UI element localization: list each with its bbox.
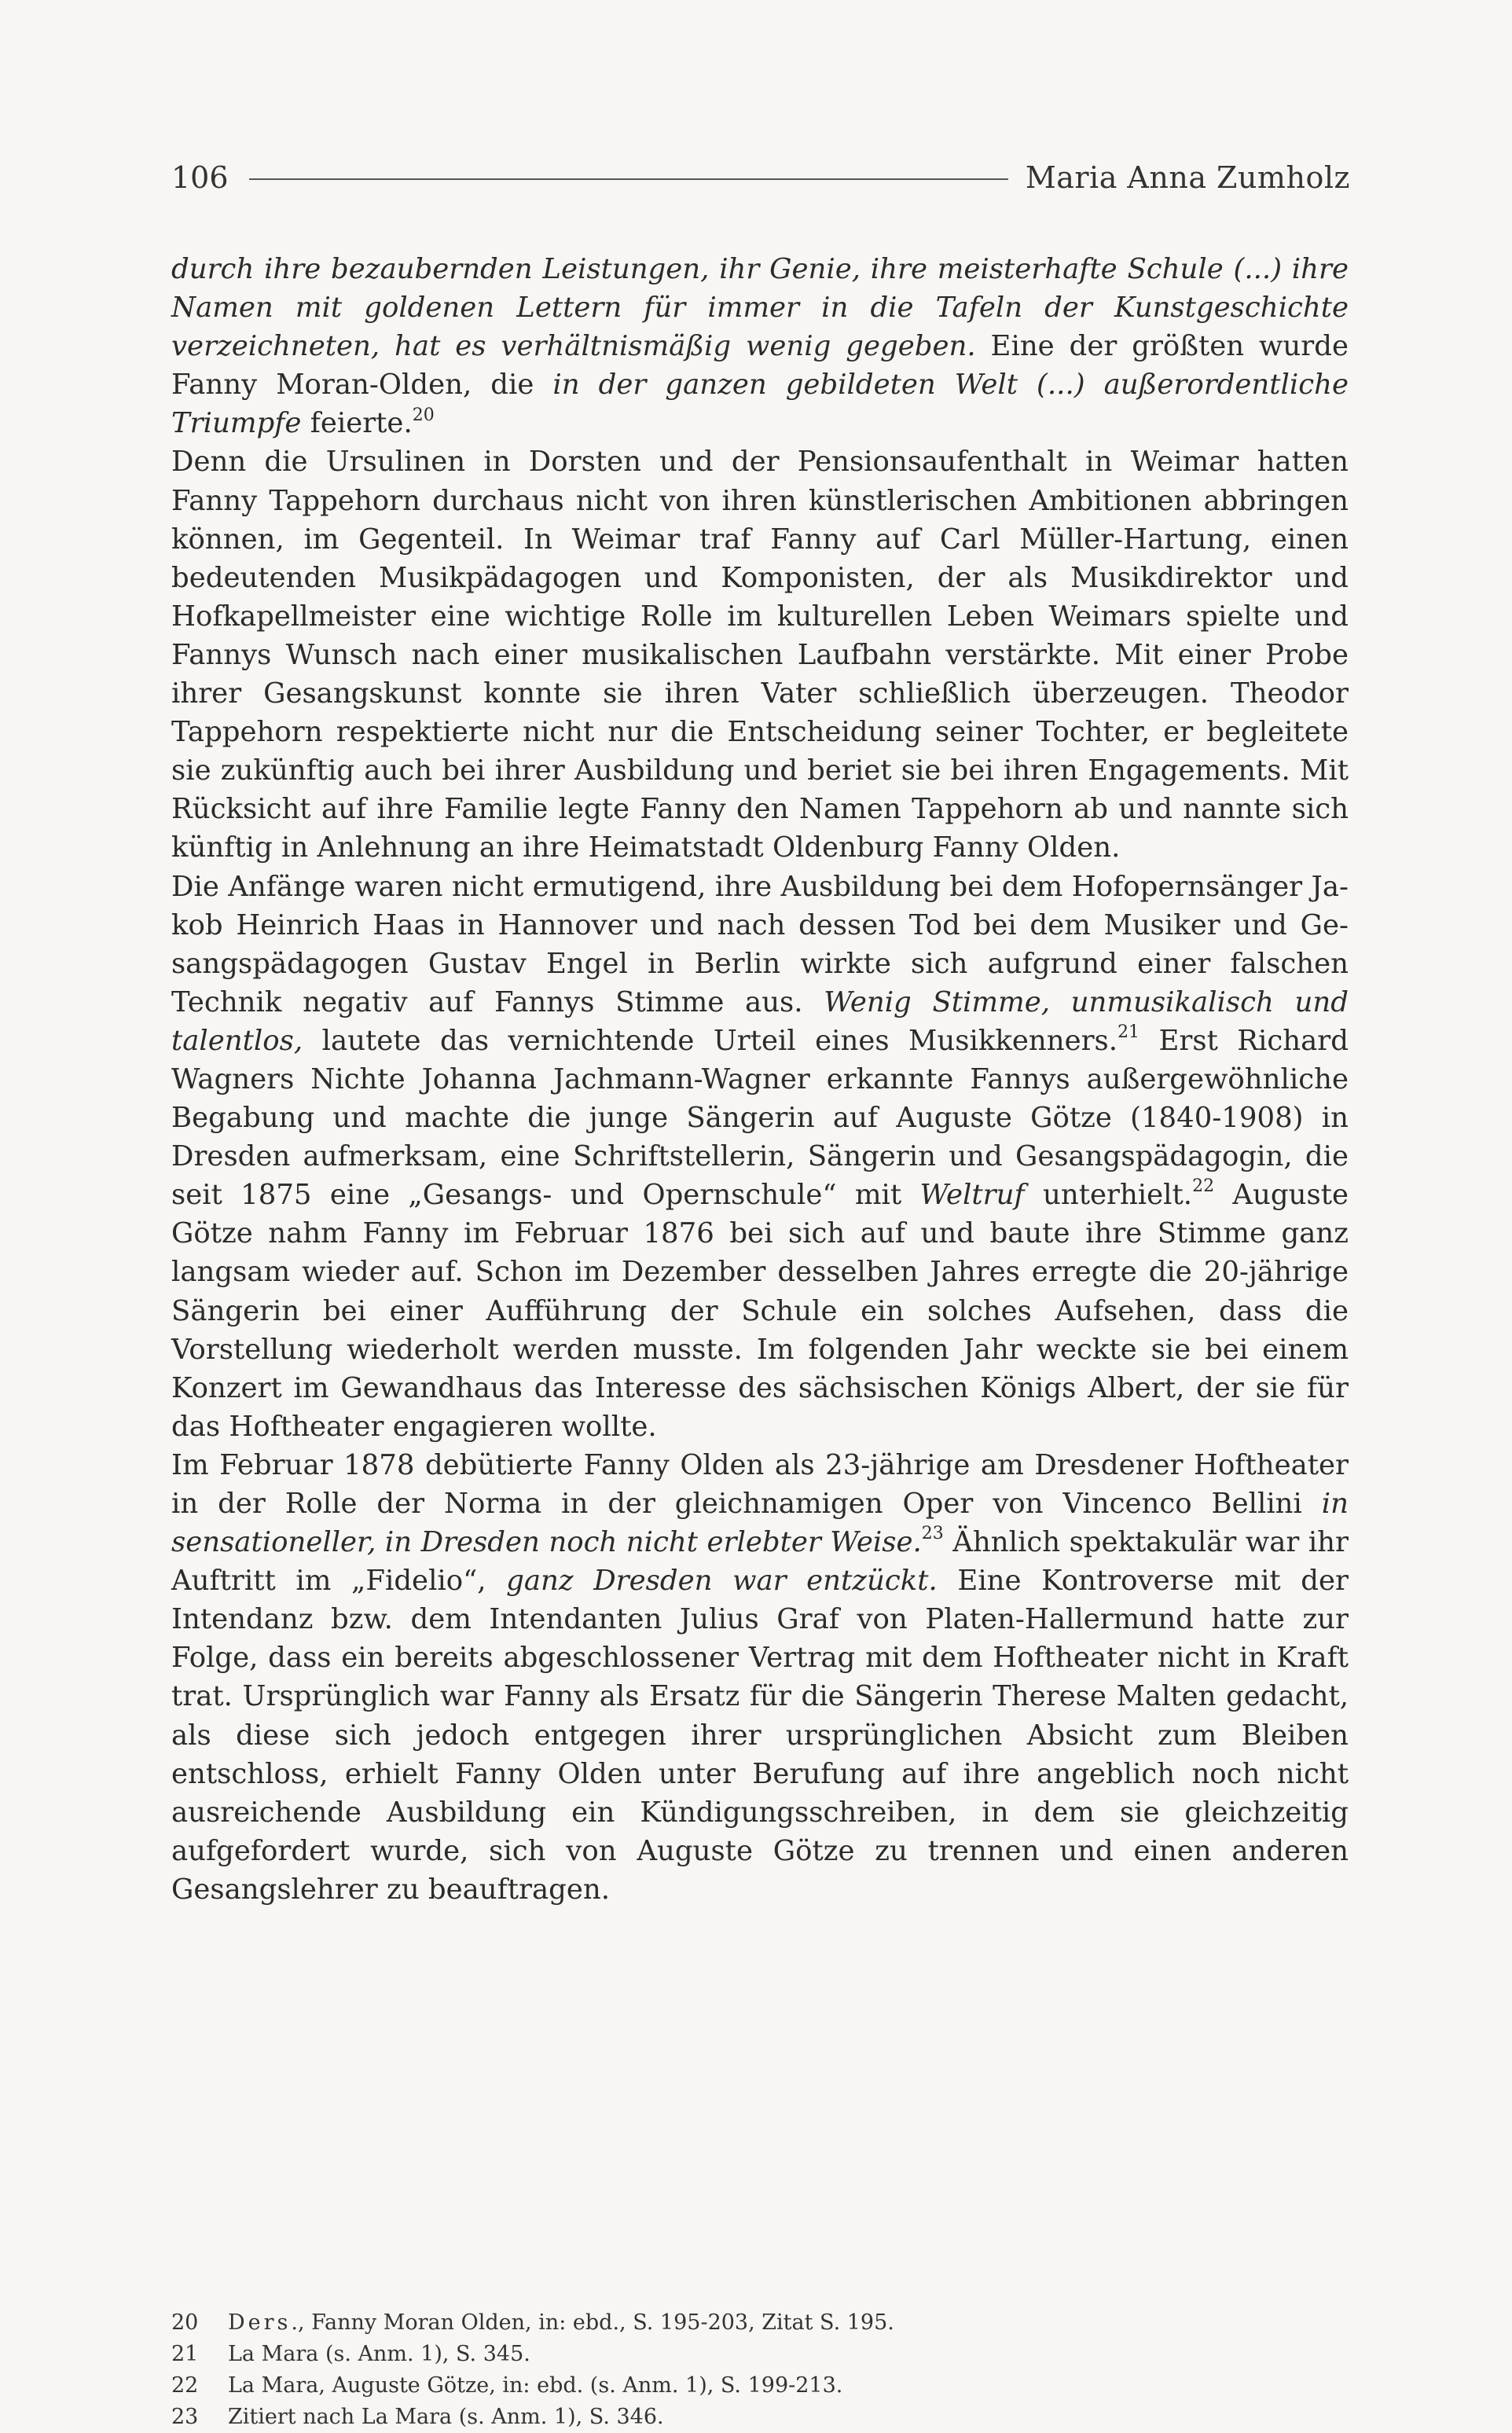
text-run: Eine der größten wurde Fanny Moran-Olden, die — [171, 330, 1349, 402]
paragraph-1 — [171, 250, 1349, 442]
running-header — [171, 156, 1350, 200]
footnote-ref-23[interactable]: 23 — [921, 1524, 944, 1544]
footnote-text: Zitiert nach La Mara (s. Anm. 1), S. 346. — [228, 2405, 664, 2429]
text-run: feierte. — [301, 407, 413, 440]
text-run: Die Anfänge waren nicht ermutigend, ihre Ausbildung bei dem Hofopernsänger Jakob Heinrich Haas in Hannover und nach dessen Tod bei dem Musiker und Gesangspädagogen Gustav Engel in Berlin wirkte sich aufgrund einer falschen Technik negativ auf Fannys Stimme aus. — [171, 870, 1349, 1018]
footnote-20 — [171, 2307, 1272, 2339]
footnote-ref-21[interactable]: 21 — [1117, 1022, 1140, 1043]
footnote-number: 20 — [171, 2310, 199, 2335]
footnote-ref-20[interactable]: 20 — [412, 405, 435, 425]
footnote-author-spaced: Ders — [228, 2310, 292, 2335]
quote-italic: ganz Dresden war entzückt. — [506, 1565, 938, 1598]
footnote-21 — [171, 2339, 1272, 2370]
quote-italic: in der ganzen gebildeten Welt (...) außerordentliche Triumpfe — [171, 369, 1349, 440]
paragraph-3 — [171, 868, 1349, 1446]
footnote-text: La Mara (s. Anm. 1), S. 345. — [228, 2342, 530, 2366]
paragraph-2: Denn die Ursulinen in Dorsten und der Pensionsaufenthalt in Weimar hatten Fanny Tappehorn durchaus nicht von ihren künstlerischen Ambitionen abbringen können, im Gegenteil. In Weimar traf Fanny auf Carl Müller-Hartung, einen bedeutenden Musikpädagogen und Komponisten, der als Musikdirektor und Hofkapellmeister eine wichtige Rolle im kulturellen Leben Weimars spielte und Fannys Wunsch nach einer musikalischen Laufbahn verstärkte. Mit einer Probe ihrer Gesangskunst konnte sie ihren Vater schließlich überzeugen. Theodor Tappehorn respektierte nicht nur die Entscheidung seiner Tochter, er begleitete sie zukünftig auch bei ihrer Ausbildung und beriet sie bei ihren Engagements. Mit Rücksicht auf ihre Familie legte Fanny den Namen Tappehorn ab und nannte sich künftig in Anlehnung an ihre Heimatstadt Oldenburg Fanny Olden. — [171, 446, 1349, 864]
footnote-text — [228, 2307, 894, 2339]
footnote-text-run: ., Fanny Moran Olden, in: ebd., S. 195-203, Zitat S. 195. — [291, 2310, 894, 2335]
footnote-22 — [171, 2370, 1272, 2402]
quote-italic: Weltruf — [919, 1179, 1025, 1212]
running-head-author: Maria Anna Zumholz — [1025, 160, 1350, 195]
quote-italic: Wenig Stimme, unmusikalisch und talentlos, — [171, 985, 1349, 1057]
text-run: Eine Kontroverse mit der Intendanz bzw. dem Intendanten Julius Graf von Platen-Hallermund hatte zur Folge, dass ein bereits abgeschlossener Vertrag mit dem Hoftheater nicht in Kraft trat. Ursprünglich war Fanny als Ersatz für die Sängerin Therese Malten gedacht, als diese sich jedoch entgegen ihrer ursprünglichen Absicht zum Bleiben entschloss, erhielt Fanny Olden unter Berufung auf ihre angeblich noch nicht ausreichende Ausbildung ein Kündigungsschreiben, in dem sie gleichzeitig aufgefordert wurde, sich von Auguste Götze zu trennen und einen anderen Gesangslehrer zu beauftragen. — [171, 1565, 1349, 1906]
footnote-ref-22[interactable]: 22 — [1192, 1176, 1215, 1197]
footnote-number: 22 — [171, 2373, 199, 2398]
footnotes — [171, 2307, 1272, 2433]
text-run: Im Februar 1878 debütierte Fanny Olden als 23-jährige am Dresdener Hoftheater in der Rolle der Norma in der gleichnamigen Oper von Vincenco Bellini — [171, 1448, 1349, 1520]
text-run: lautete das vernichtende Urteil eines Musikkenners. — [303, 1024, 1118, 1057]
page-number: 106 — [171, 160, 229, 195]
footnote-23 — [171, 2402, 1272, 2433]
header-rule — [249, 178, 1008, 180]
text-run: Ähnlich spektakulär war ihr Auftritt im „Fidelio“, — [171, 1526, 1349, 1598]
footnote-number: 21 — [171, 2342, 199, 2366]
main-text — [171, 250, 1349, 1909]
quote-italic: durch ihre bezaubernden Leistungen, ihr Genie, ihre meisterhafte Schule (...) ihre Namen mit goldenen Lettern für immer in die Tafeln der Kunstgeschichte verzeichneten, hat es verhältnismäßig wenig gegeben. — [171, 253, 1349, 363]
text-run: Erst Richard Wagners Nichte Johanna Jachmann-Wagner erkannte Fannys außergewöhnliche Begabung und machte die junge Sängerin auf Auguste Götze (1840-1908) in Dresden aufmerksam, eine Schriftstellerin, Sängerin und Gesangspädagogin, die seit 1875 eine „Gesangs- und Opernschule“ mit — [171, 1024, 1349, 1212]
paragraph-4 — [171, 1446, 1349, 1909]
text-run: unterhielt. — [1024, 1179, 1193, 1212]
quote-italic: in sensationeller, in Dresden noch nicht erlebter Weise. — [171, 1488, 1349, 1559]
footnote-number: 23 — [171, 2405, 199, 2429]
footnote-text: La Mara, Auguste Götze, in: ebd. (s. Anm. 1), S. 199-213. — [228, 2373, 843, 2398]
text-run: Auguste Götze nahm Fanny im Februar 1876 bei sich auf und baute ihre Stimme ganz langsam wieder auf. Schon im Dezember desselben Jahres erregte die 20-jährige Sängerin bei einer Aufführung der Schule ein solches Aufsehen, dass die Vorstellung wiederholt werden musste. Im folgenden Jahr weckte sie bei einem Konzert im Gewandhaus das Interesse des sächsischen Königs Albert, der sie für das Hoftheater engagieren wollte. — [171, 1179, 1349, 1443]
